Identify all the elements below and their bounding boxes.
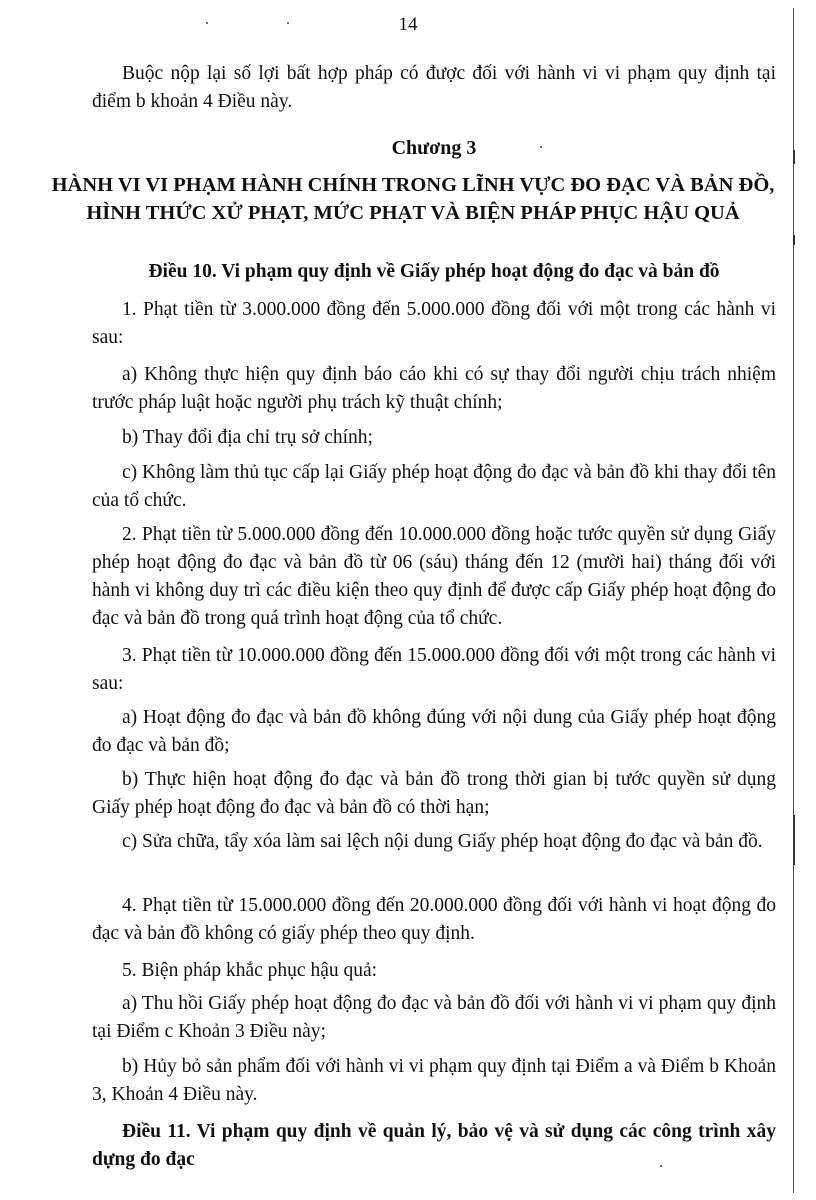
article-10-clause-3c: c) Sửa chữa, tẩy xóa làm sai lệch nội dung Giấy phép hoạt động đo đạc và bản đồ.: [122, 831, 763, 852]
scan-speck: [540, 146, 542, 148]
scan-edge-mark: [793, 815, 795, 865]
page-number: 14: [398, 14, 418, 35]
scan-speck: [206, 22, 208, 24]
article-10-clause-5b: b) Hủy bỏ sản phẩm đối với hành vi vi phạm quy định tại Điểm a và Điểm b Khoản 3, Khoản 4 Điều này.: [92, 1056, 776, 1105]
article-10-clause-1: 1. Phạt tiền từ 3.000.000 đồng đến 5.000.000 đồng đối với một trong các hành vi sau:: [92, 299, 776, 348]
article-10-clause-1b: b) Thay đổi địa chỉ trụ sở chính;: [122, 427, 373, 448]
article-10-heading: Điều 10. Vi phạm quy định về Giấy phép hoạt động đo đạc và bản đồ: [148, 261, 720, 282]
chapter-title: HÀNH VI VI PHẠM HÀNH CHÍNH TRONG LĨNH VỰC ĐO ĐẠC VÀ BẢN ĐỒ, HÌNH THỨC XỬ PHẠT, MỨC PHẠT VÀ BIỆN PHÁP PHỤC HẬU QUẢ: [51, 174, 775, 224]
article-10-clause-3b: b) Thực hiện hoạt động đo đạc và bản đồ trong thời gian bị tước quyền sử dụng Giấy phép hoạt động đo đạc và bản đồ có thời hạn;: [92, 769, 776, 818]
scan-edge-mark: [793, 150, 795, 164]
article-10-clause-2: 2. Phạt tiền từ 5.000.000 đồng đến 10.000.000 đồng hoặc tước quyền sử dụng Giấy phép hoạt động đo đạc và bản đồ từ 06 (sáu) tháng đến 12 (mười hai) tháng đối với hành vi không duy trì các điều kiện theo quy định để được cấp Giấy phép hoạt động đo đạc và bản đồ trong quá trình hoạt động của tổ chức.: [92, 524, 776, 629]
article-10-clause-5: 5. Biện pháp khắc phục hậu quả:: [122, 960, 378, 981]
article-11-heading: Điều 11. Vi phạm quy định về quản lý, bảo vệ và sử dụng các công trình xây dựng đo đạc: [92, 1121, 776, 1170]
article-10-clause-5a: a) Thu hồi Giấy phép hoạt động đo đạc và bản đồ đối với hành vi vi phạm quy định tại Điểm c Khoản 3 Điều này;: [92, 993, 776, 1042]
scan-edge-line: [793, 8, 794, 1193]
scan-speck: [287, 22, 289, 24]
intro-paragraph: Buộc nộp lại số lợi bất hợp pháp có được đối với hành vi vi phạm quy định tại điểm b khoản 4 Điều này.: [92, 63, 776, 112]
article-10-clause-4: 4. Phạt tiền từ 15.000.000 đồng đến 20.000.000 đồng đối với hành vi hoạt động đo đạc và bản đồ không có giấy phép theo quy định.: [92, 895, 776, 944]
article-10-clause-1a: a) Không thực hiện quy định báo cáo khi có sự thay đổi người chịu trách nhiệm trước pháp luật hoặc người phụ trách kỹ thuật chính;: [92, 364, 776, 413]
chapter-label: Chương 3: [391, 137, 477, 159]
article-10-clause-3: 3. Phạt tiền từ 10.000.000 đồng đến 15.000.000 đồng đối với một trong các hành vi sau:: [92, 645, 776, 694]
scan-speck: [660, 1165, 662, 1167]
article-10-clause-3a: a) Hoạt động đo đạc và bản đồ không đúng với nội dung của Giấy phép hoạt động đo đạc và bản đồ;: [92, 707, 776, 756]
article-10-clause-1c: c) Không làm thủ tục cấp lại Giấy phép hoạt động đo đạc và bản đồ khi thay đổi tên của tổ chức.: [92, 462, 776, 511]
scan-edge-mark: [793, 235, 795, 245]
